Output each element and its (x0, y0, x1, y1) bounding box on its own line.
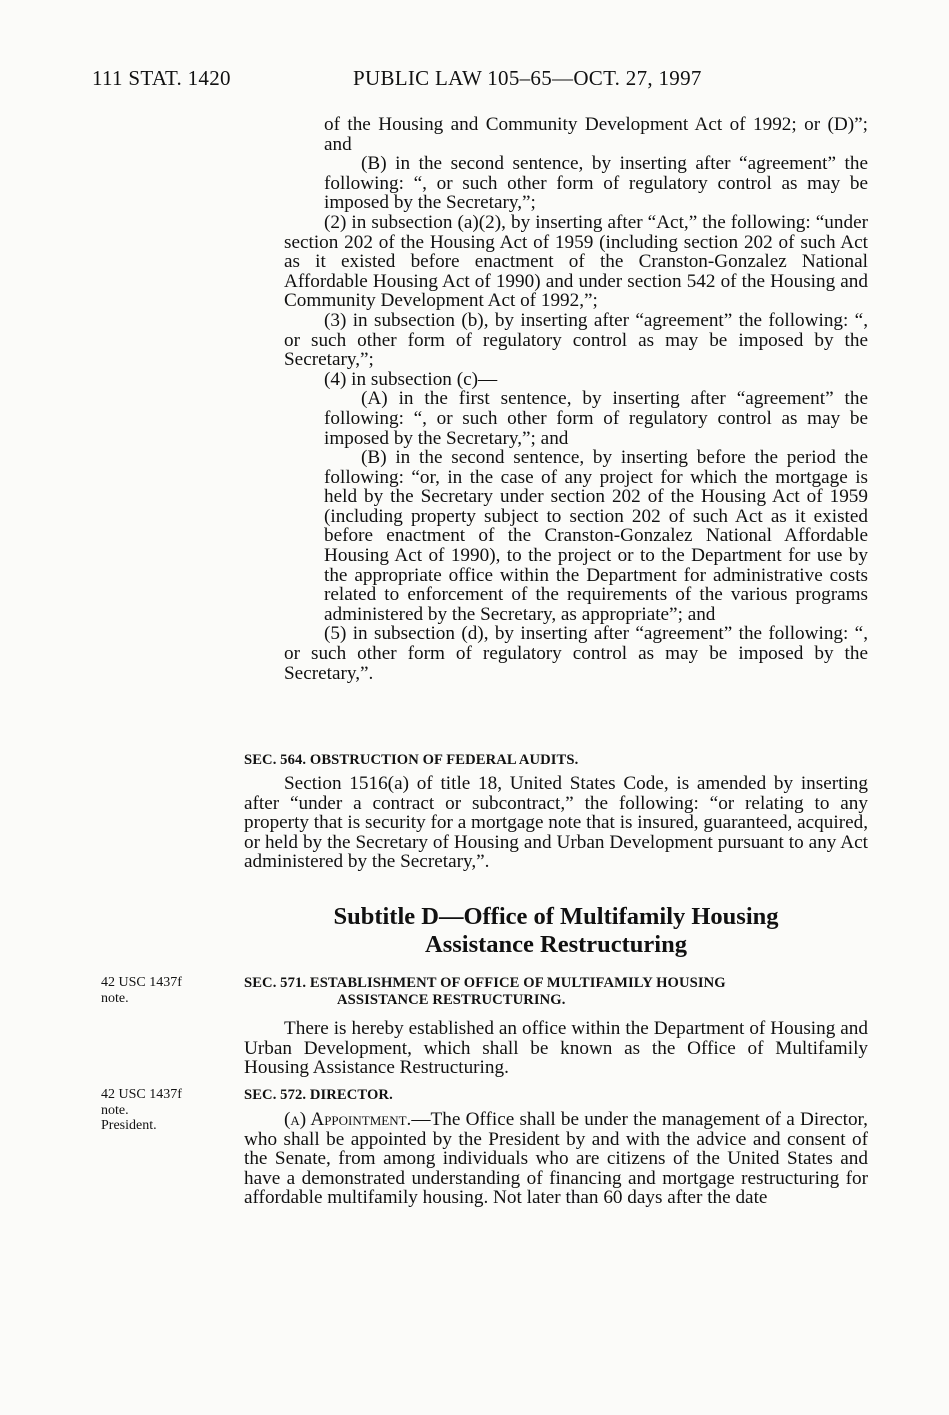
subtitle-d-heading (244, 903, 868, 959)
public-law-header: PUBLIC LAW 105–65—OCT. 27, 1997 (353, 66, 702, 90)
paragraph-5: (5) in subsection (d), by inserting after “agreement” the following: “, or such other form of regulatory control as may be imposed by the Secretary,”. (284, 623, 868, 684)
subsection-label: (a) Appointment. (284, 1109, 412, 1130)
note-label: note. (101, 1102, 129, 1118)
sec-571-heading-line-1: SEC. 571. ESTABLISHMENT OF OFFICE OF MULTIFAMILY HOUSING (244, 975, 726, 991)
sec-564-text: Section 1516(a) of title 18, United States Code, is amended by inserting after “under a contract or subcontract,” the following: “or relating to any property that is security for a mortgage note that is insured, guaranteed, acquired, or held by the Secretary of Housing and Urban Development pursuant to any Act administered by the Secretary,”. (244, 773, 868, 873)
usc-citation: 42 USC 1437f (101, 1087, 182, 1102)
subtitle-line-1: Subtitle D—Office of Multifamily Housing (333, 903, 779, 930)
sec-571-margin-note (101, 975, 221, 1006)
sec-572-heading: SEC. 572. DIRECTOR. (244, 1087, 393, 1103)
paragraph-4b: (B) in the second sentence, by inserting before the period the following: “or, in the case of any project for which the mortgage is held by the Secretary under section 202 of the Housing Act of 1959 (including property subject to section 202 of such Act as it existed before enactment of the Cranston-Gonzalez National Affordable Housing Act of 1990), to the project or to the Department for use by the appropriate office within the Department for administrative costs related to enforcement of the requirements of the various programs administered by the Secretary, as appropriate”; and (324, 447, 868, 625)
paragraph-1b: (B) in the second sentence, by inserting after “agreement” the following: “, or such other form of regulatory control as may be imposed by the Secretary,”; (324, 153, 868, 214)
sec-571-heading (244, 975, 868, 1009)
paragraph-4a: (A) in the first sentence, by inserting after “agreement” the following: “, or such other form of regulatory control as may be imposed by the Secretary,”; and (324, 388, 868, 449)
paragraph-4: (4) in subsection (c)— (324, 368, 498, 390)
paragraph-3: (3) in subsection (b), by inserting after “agreement” the following: “, or such other form of regulatory control as may be imposed by the Secretary,”; (284, 309, 868, 371)
president-label: President. (101, 1118, 157, 1133)
paragraph-2: (2) in subsection (a)(2), by inserting after “Act,” the following: “under section 202 of the Housing Act of 1959 (including section 202 of such Act as it existed before enactment of the Cranston-Gonzalez National Affordable Housing Act of 1990) and under section 542 of the Housing and Community Development Act of 1992,”; (284, 211, 868, 312)
sec-572-text (244, 1110, 868, 1208)
note-label: note. (101, 990, 129, 1006)
sec-564-heading: SEC. 564. OBSTRUCTION OF FEDERAL AUDITS. (244, 752, 579, 768)
sec-572-margin-note (101, 1087, 221, 1134)
subsection-body: —The Office shall be under the management of a Director, who shall be appointed by the President by and with the advice and consent of the Senate, from among individuals who are citizens of the United States and have a demonstrated understanding of financing and mortgage restructuring for affordable multifamily housing. Not later than 60 days after the date (244, 1109, 868, 1209)
usc-citation: 42 USC 1437f (101, 975, 182, 990)
subtitle-line-2: Assistance Restructuring (425, 931, 687, 958)
page-stat-header: 111 STAT. 1420 (92, 66, 231, 90)
amendment-list (244, 115, 868, 683)
paragraph-continuation: of the Housing and Community Development Act of 1992; or (D)”; and (324, 114, 868, 155)
sec-571-text: There is hereby established an office within the Department of Housing and Urban Development, which shall be known as the Office of Multifamily Housing Assistance Restructuring. (244, 1018, 868, 1079)
sec-571-heading-line-2: ASSISTANCE RESTRUCTURING. (337, 992, 566, 1008)
